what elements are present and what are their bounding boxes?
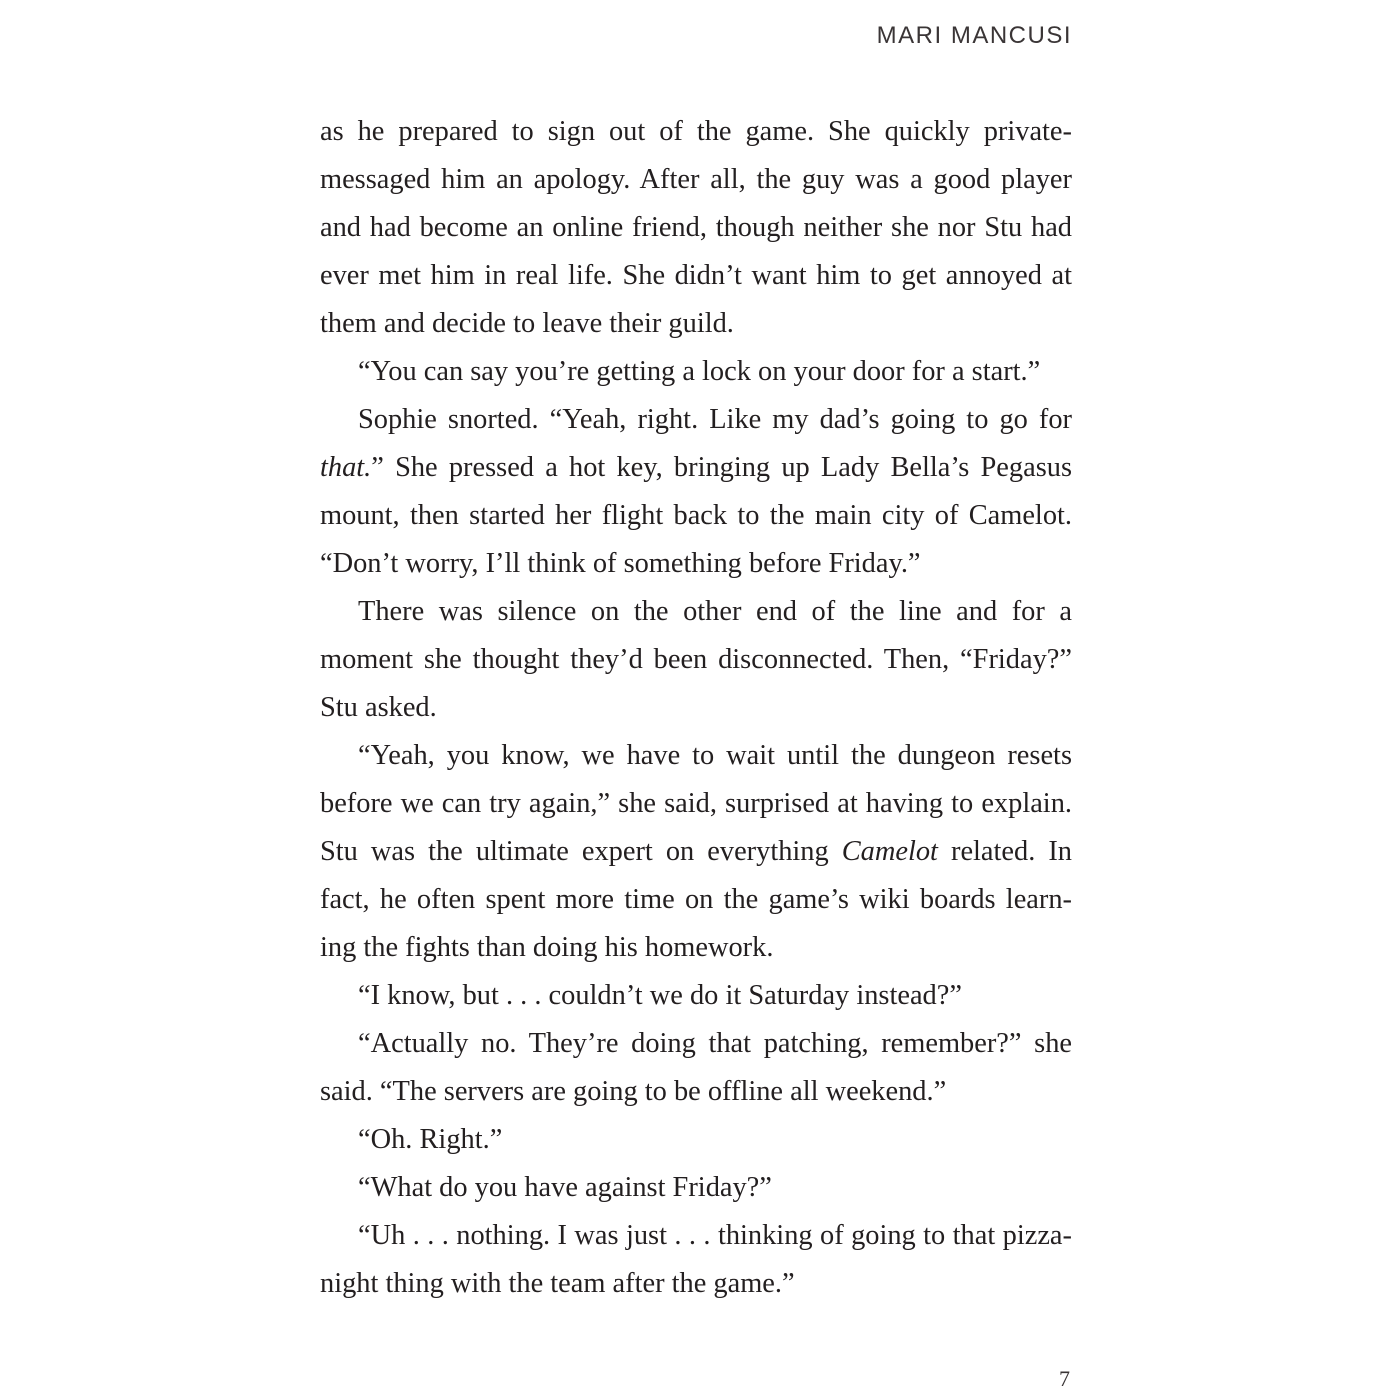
text-line: “Yeah, you know, we have to wait until the dungeon resets xyxy=(358,740,1072,771)
text-line: mount, then started her flight back to the main city of Camelot. xyxy=(320,500,1072,531)
text-line: “Uh . . . nothing. I was just . . . thinking of going to that pizza- xyxy=(358,1220,1072,1251)
text-span: ” She pressed a hot key, bringing up Lady Bella’s Pegasus xyxy=(371,452,1072,483)
text-line: Sophie snorted. “Yeah, right. Like my dad’s going to go for xyxy=(358,404,1072,435)
text-line: “Oh. Right.” xyxy=(358,1124,503,1155)
italic-word: Camelot xyxy=(841,836,938,867)
text-line: “I know, but . . . couldn’t we do it Saturday instead?” xyxy=(358,980,962,1011)
text-line: before we can try again,” she said, surprised at having to explain. xyxy=(320,788,1072,819)
italic-word: that. xyxy=(320,452,372,483)
text-line: “What do you have against Friday?” xyxy=(358,1172,772,1203)
text-line: ever met him in real life. She didn’t want him to get annoyed at xyxy=(320,260,1072,291)
text-line xyxy=(320,828,1072,876)
text-line: night thing with the team after the game.” xyxy=(320,1268,795,1299)
running-head-author: MARI MANCUSI xyxy=(876,22,1072,49)
text-line: “Don’t worry, I’ll think of something before Friday.” xyxy=(320,548,921,579)
body-text xyxy=(320,108,1072,1308)
text-line: “You can say you’re getting a lock on your door for a start.” xyxy=(358,356,1041,387)
text-line: moment she thought they’d been disconnected. Then, “Friday?” xyxy=(320,644,1072,675)
text-line xyxy=(320,444,1072,492)
text-line: ing the fights than doing his homework. xyxy=(320,932,774,963)
text-line: “Actually no. They’re doing that patching, remember?” she xyxy=(358,1028,1072,1059)
text-span: Stu was the ultimate expert on everything xyxy=(320,836,842,867)
text-line: said. “The servers are going to be offline all weekend.” xyxy=(320,1076,947,1107)
text-line: Stu asked. xyxy=(320,692,437,723)
page-number: 7 xyxy=(1059,1366,1070,1391)
text-line: messaged him an apology. After all, the guy was a good player xyxy=(320,164,1072,195)
text-line: fact, he often spent more time on the game’s wiki boards learn- xyxy=(320,884,1072,915)
text-line: as he prepared to sign out of the game. She quickly private- xyxy=(320,116,1072,147)
text-line: them and decide to leave their guild. xyxy=(320,308,734,339)
text-line: There was silence on the other end of the line and for a xyxy=(358,596,1072,627)
text-line: and had become an online friend, though neither she nor Stu had xyxy=(320,212,1072,243)
text-span: related. In xyxy=(937,836,1072,867)
